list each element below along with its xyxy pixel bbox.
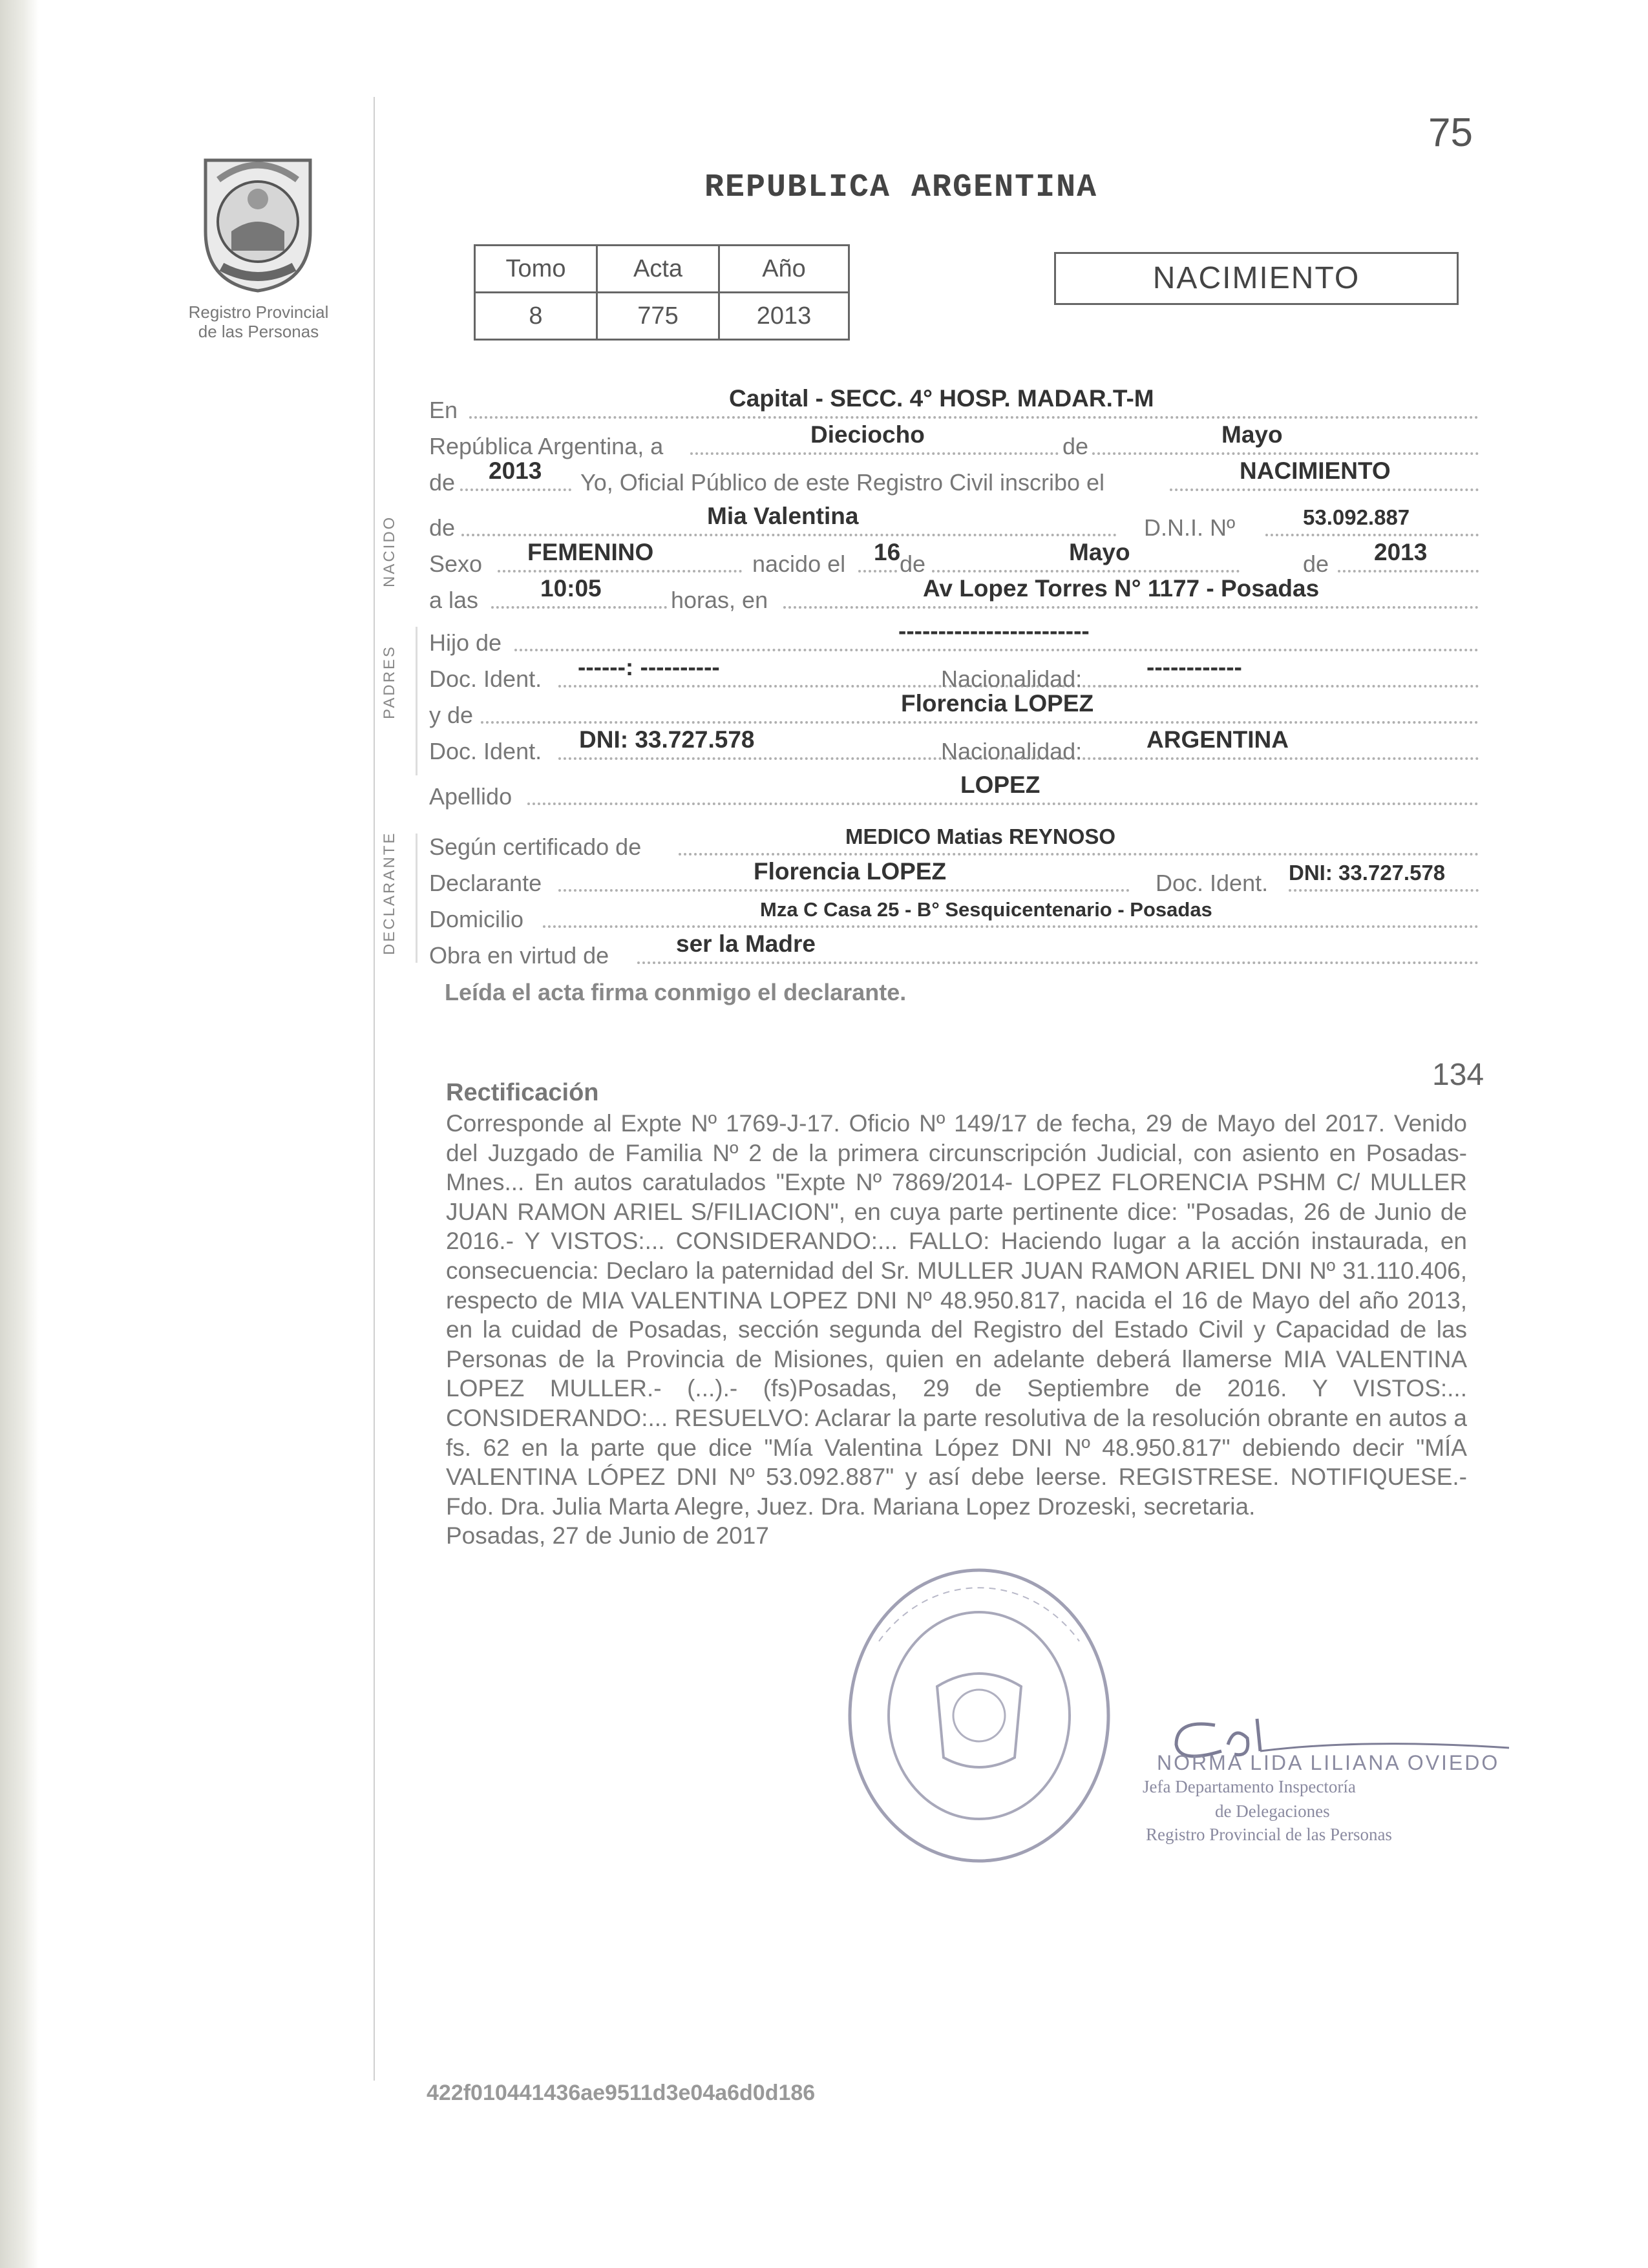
born-month: Mayo — [1069, 539, 1130, 565]
official-stamp-icon — [840, 1564, 1118, 1867]
row-surname — [429, 774, 1479, 810]
side-label-padres: PADRES — [381, 645, 398, 719]
country-title: REPUBLICA ARGENTINA — [704, 169, 1098, 206]
row-mother — [429, 690, 1479, 729]
mother-label: y de — [429, 702, 474, 728]
dni-label: D.N.I. Nº — [1144, 514, 1236, 541]
cert-label: Según certificado de — [429, 834, 642, 860]
month-value: Mayo — [1221, 421, 1283, 448]
rectification-closing: Posadas, 27 de Junio de 2017 — [446, 1522, 769, 1549]
place-value: Capital - SECC. 4° HOSP. MADAR.T-M — [729, 385, 1154, 412]
rectification-number: 134 — [1432, 1058, 1484, 1092]
mother-nat-label: Nacionalidad: — [941, 738, 1083, 764]
row-domicile — [429, 897, 1479, 933]
domicile-label: Domicilio — [429, 906, 524, 932]
side-label-nacido: NACIDO — [381, 515, 398, 587]
month-label: de — [1062, 433, 1089, 459]
page-number: 75 — [1428, 110, 1473, 155]
born-year-label: de — [1303, 551, 1329, 577]
mother-value: Florencia LOPEZ — [901, 690, 1094, 717]
dni-value: 53.092.887 — [1303, 505, 1410, 529]
row-date — [429, 421, 1479, 460]
born-day: 16 — [874, 539, 901, 565]
born-year: 2013 — [1374, 539, 1428, 565]
row-father-doc — [429, 656, 1479, 693]
side-label-declarante: DECLARANTE — [381, 831, 398, 955]
row-sex — [429, 541, 1479, 578]
address-value: Av Lopez Torres N° 1177 - Posadas — [923, 575, 1320, 602]
time-value: 10:05 — [540, 575, 602, 602]
row-by-virtue — [429, 930, 1479, 969]
sex-label: Sexo — [429, 551, 483, 577]
year-value: 2013 — [489, 457, 542, 484]
hours-label: horas, en — [671, 587, 768, 613]
registry-name: Registro Provincial de las Personas — [188, 302, 329, 341]
inscription-value: NACIMIENTO — [1240, 457, 1391, 484]
table-value-ano: 2013 — [719, 293, 849, 340]
mother-nat-value: ARGENTINA — [1146, 726, 1289, 753]
table-header-tomo: Tomo — [475, 246, 597, 293]
row-year — [429, 457, 1479, 496]
name-value: Mia Valentina — [707, 503, 859, 529]
domicile-value: Mza C Casa 25 - B° Sesquicentenario - Posadas — [760, 898, 1212, 921]
row-father — [429, 620, 1479, 656]
born-label: nacido el — [752, 551, 846, 577]
declarant-doc-label: Doc. Ident. — [1156, 870, 1269, 896]
row-certificate — [429, 824, 1479, 861]
record-type-box: NACIMIENTO — [1054, 252, 1459, 305]
oficial-text: Yo, Oficial Público de este Registro Civil inscribo el — [580, 469, 1105, 496]
father-doc-label: Doc. Ident. — [429, 666, 542, 692]
father-nat-label: Nacionalidad: — [941, 666, 1083, 692]
row-place — [429, 385, 1479, 424]
row-mother-doc — [429, 726, 1479, 765]
table-header-acta: Acta — [597, 246, 719, 293]
misiones-seal-icon — [193, 154, 323, 293]
table-value-tomo: 8 — [475, 293, 597, 340]
table-value-acta: 775 — [597, 293, 719, 340]
page-margin-line — [374, 97, 375, 2081]
father-nat-value: ------------ — [1146, 654, 1242, 680]
rectification-title: Rectificación — [446, 1079, 599, 1106]
table-header-ano: Año — [719, 246, 849, 293]
rectification-body — [446, 1109, 1467, 1551]
day-value: Dieciocho — [810, 421, 925, 448]
father-value: ------------------------ — [898, 618, 1090, 644]
mother-doc-value: DNI: 33.727.578 — [579, 726, 755, 753]
by-value: ser la Madre — [676, 930, 816, 957]
signer-role-line3: Registro Provincial de las Personas — [1146, 1825, 1392, 1844]
row-declarant — [429, 858, 1479, 897]
father-doc-value: ------: ---------- — [578, 654, 720, 680]
cert-value: MEDICO Matias REYNOSO — [845, 824, 1116, 848]
read-statement: Leída el acta firma conmigo el declarante. — [445, 979, 907, 1005]
by-label: Obra en virtud de — [429, 942, 609, 969]
year-label: de — [429, 469, 456, 496]
name-label: de — [429, 514, 456, 541]
declarant-value: Florencia LOPEZ — [754, 858, 947, 885]
rectification-text: Corresponde al Expte Nº 1769-J-17. Oficio Nº 149/17 de fecha, 29 de Mayo del 2017. Venido del Juzgado de Familia Nº 2 de la primera circunscripción Judicial, con asiento en Posadas-Mnes... En autos caratulados "Expte Nº 7869/2014- LOPEZ FLORENCIA PSHM C/ MULLER JUAN RAMON ARIEL S/FILIACION", en cuya parte pertinente dice: "Posadas, 26 de Junio de 2016.- Y VISTOS:... CONSIDERANDO:... FALLO: Haciendo lugar a la acción instaurada, en consecuencia: Declaro la paternidad del Sr. MULLER JUAN RAMON ARIEL DNI Nº 31.110.406, respecto de MIA VALENTINA LOPEZ DNI Nº 48.950.817, nacida el 16 de Mayo del año 2013, en la cuidad de Posadas, sección segunda del Registro del Estado Civil y Capacidad de las Personas de la Provincia de Misiones, quien en adelante deberá llamerse MIA VALENTINA LOPEZ MULLER.- (...).- (fs)Posadas, 29 de Septiembre de 2016. Y VISTOS:... CONSIDERANDO:... RESUELVO: Aclarar la parte resolutiva de la resolución obrante en autos a fs. 62 en la parte que dice "Mía Valentina López DNI Nº 48.950.817" debiendo decir "MÍA VALENTINA LÓPEZ DNI Nº 53.092.887" y así debe leerse. REGISTRESE. NOTIFIQUESE.- Fdo. Dra. Julia Marta Alegre, Juez. Dra. Mariana Lopez Drozeski, secretaria. — [446, 1110, 1467, 1520]
time-label: a las — [429, 587, 479, 613]
born-month-label: de — [900, 551, 926, 577]
mother-doc-label: Doc. Ident. — [429, 738, 542, 764]
sex-value: FEMENINO — [527, 539, 654, 565]
tomo-acta-ano-table — [474, 244, 850, 341]
father-label: Hijo de — [429, 629, 502, 656]
row-time — [429, 575, 1479, 614]
scan-edge — [0, 0, 39, 2268]
surname-label: Apellido — [429, 783, 512, 810]
signer-role-line1: Jefa Departamento Inspectoría — [1143, 1777, 1356, 1796]
signer-role-line2: de Delegaciones — [1215, 1801, 1330, 1821]
document-hash: 422f010441436ae9511d3e04a6d0d186 — [427, 2081, 816, 2105]
surname-value: LOPEZ — [960, 772, 1041, 798]
signer-name: NORMA LIDA LILIANA OVIEDO — [1157, 1751, 1500, 1774]
declarant-doc-value: DNI: 33.727.578 — [1289, 861, 1446, 885]
place-label: En — [429, 397, 458, 423]
row-name — [429, 505, 1479, 541]
declarant-label: Declarante — [429, 870, 542, 896]
country-label: República Argentina, a — [429, 433, 664, 459]
